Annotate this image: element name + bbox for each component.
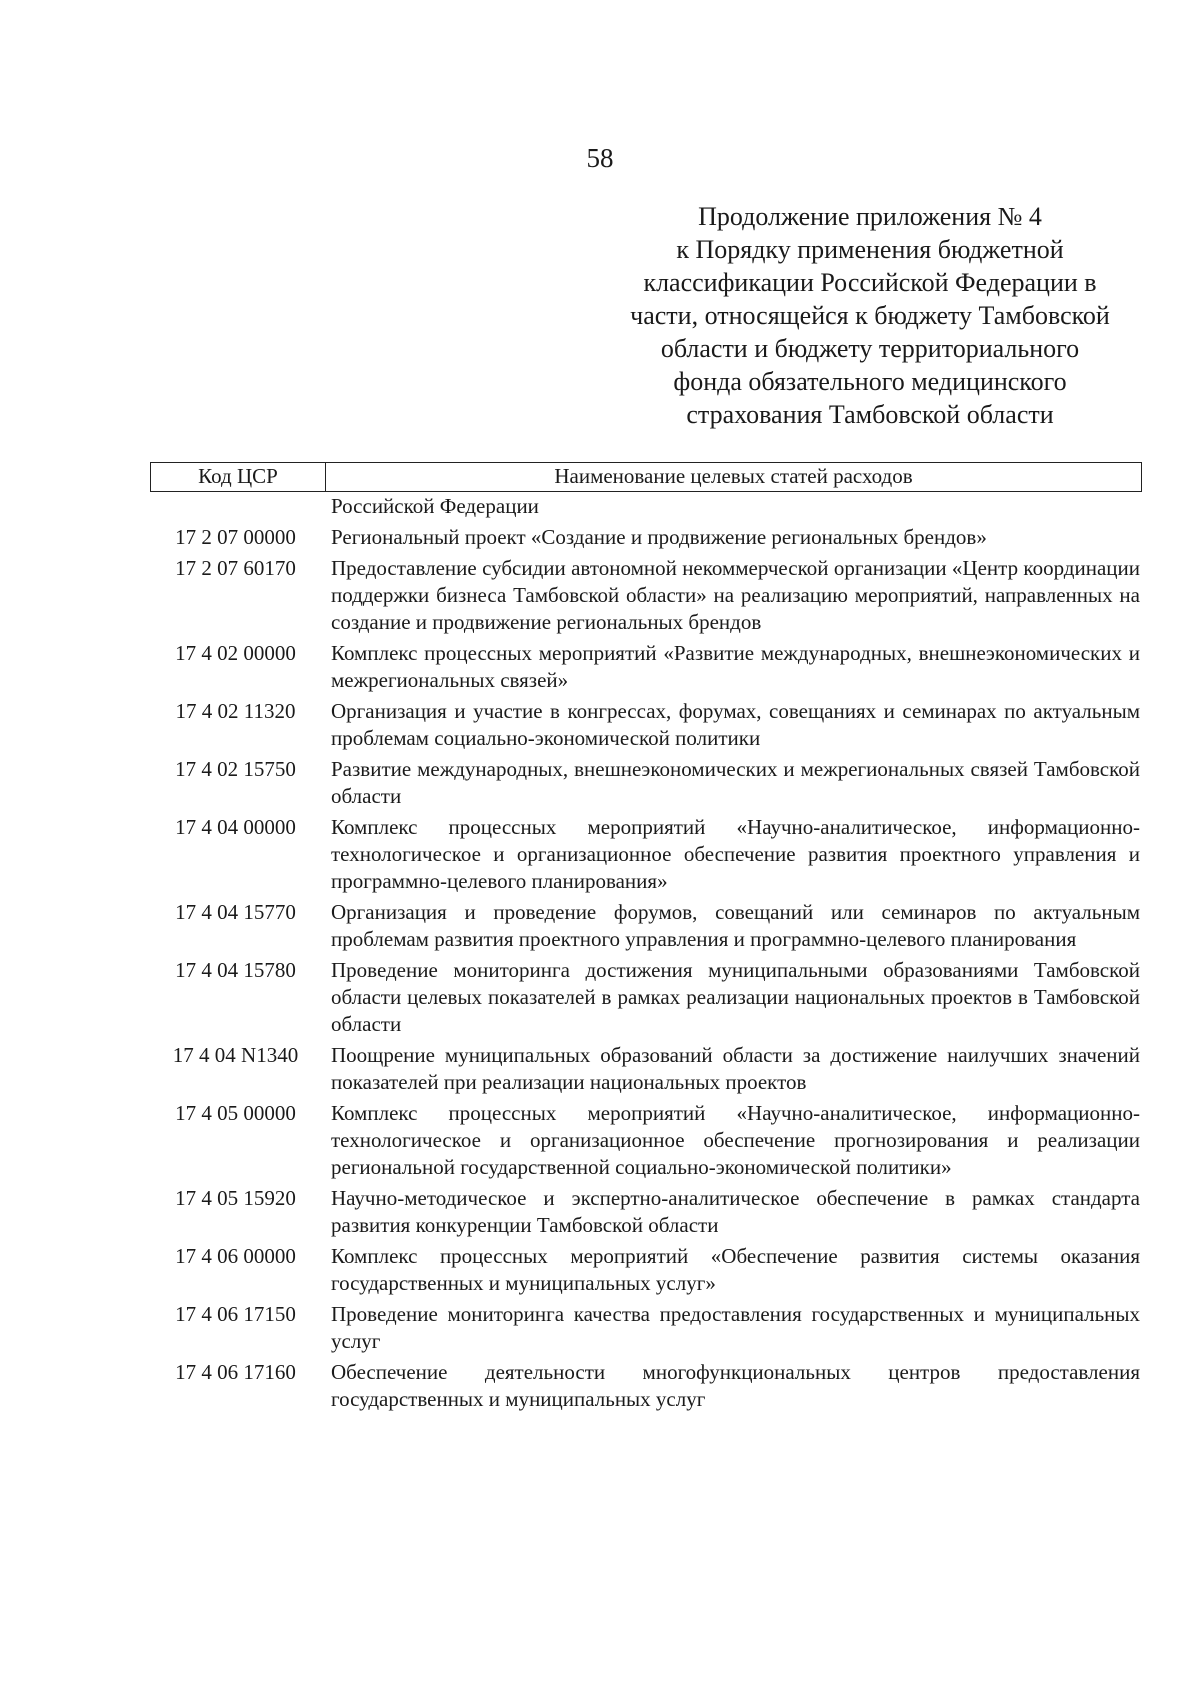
- row-name: Российской Федерации: [331, 494, 539, 518]
- row-name: Комплекс процессных мероприятий «Развитие международных, внешнеэкономических и межрегиональных связей»: [331, 641, 1140, 692]
- row-code: 17 4 02 00000: [175, 641, 296, 665]
- table-row: [150, 555, 1142, 636]
- header-line: страхования Тамбовской области: [686, 400, 1054, 429]
- row-name: Комплекс процессных мероприятий «Научно-аналитическое, информационно-технологическое и организационное обеспечение развития проектного управления и программно-целевого планирования»: [331, 815, 1140, 893]
- row-code: 17 4 04 15780: [175, 958, 296, 982]
- row-code: 17 2 07 00000: [175, 525, 296, 549]
- table-row: [150, 524, 1142, 551]
- table-row: [150, 1301, 1142, 1355]
- row-name: Организация и проведение форумов, совещаний или семинаров по актуальным проблемам развития проектного управления и программно-целевого планирования: [331, 900, 1140, 951]
- header-line: к Порядку применения бюджетной: [676, 235, 1064, 264]
- row-name: Проведение мониторинга достижения муниципальными образованиями Тамбовской области целевых показателей в рамках реализации национальных проектов в Тамбовской области: [331, 958, 1140, 1036]
- row-name: Развитие международных, внешнеэкономических и межрегиональных связей Тамбовской области: [331, 757, 1140, 808]
- row-name: Региональный проект «Создание и продвижение региональных брендов»: [331, 525, 987, 549]
- expense-table: [150, 462, 1142, 1417]
- row-code: 17 4 04 15770: [175, 900, 296, 924]
- column-header-code: Код ЦСР: [151, 463, 326, 491]
- row-name: Комплекс процессных мероприятий «Обеспечение развития системы оказания государственных и муниципальных услуг»: [331, 1244, 1140, 1295]
- table-body: [150, 493, 1142, 1413]
- row-name: Комплекс процессных мероприятий «Научно-аналитическое, информационно-технологическое и организационное обеспечение прогнозирования и реализации региональной государственной социально-экономической политики»: [331, 1101, 1140, 1179]
- row-code: [150, 493, 325, 520]
- row-code: 17 4 06 17160: [175, 1360, 296, 1384]
- row-name: Поощрение муниципальных образований области за достижение наилучших значений показателей при реализации национальных проектов: [331, 1043, 1140, 1094]
- page-number: 58: [586, 143, 614, 173]
- column-header-name: Наименование целевых статей расходов: [554, 464, 913, 488]
- row-name: Организация и участие в конгрессах, форумах, совещаниях и семинарах по актуальным проблемам социально-экономической политики: [331, 699, 1140, 750]
- table-row: [150, 1042, 1142, 1096]
- row-code: 17 4 05 00000: [175, 1101, 296, 1125]
- row-code: 17 4 02 15750: [175, 757, 296, 781]
- row-name: Обеспечение деятельности многофункциональных центров предоставления государственных и муниципальных услуг: [331, 1360, 1140, 1411]
- table-row: [150, 1185, 1142, 1239]
- table-row: [150, 1359, 1142, 1413]
- row-code: 17 2 07 60170: [175, 556, 296, 580]
- header-line: фонда обязательного медицинского: [673, 367, 1067, 396]
- table-row: [150, 814, 1142, 895]
- table-row: [150, 493, 1142, 520]
- table-header: [150, 462, 1142, 492]
- row-code: 17 4 04 N1340: [172, 1043, 299, 1067]
- row-code: 17 4 04 00000: [175, 815, 296, 839]
- row-code: 17 4 02 11320: [175, 699, 296, 723]
- row-code: 17 4 06 00000: [175, 1244, 296, 1268]
- appendix-header: [600, 200, 1140, 431]
- header-line: классификации Российской Федерации в: [643, 268, 1097, 297]
- table-row: [150, 756, 1142, 810]
- header-line: части, относящейся к бюджету Тамбовской: [630, 301, 1110, 330]
- header-line: области и бюджету территориального: [660, 334, 1080, 363]
- table-row: [150, 899, 1142, 953]
- table-row: [150, 640, 1142, 694]
- row-name: Проведение мониторинга качества предоставления государственных и муниципальных услуг: [331, 1302, 1140, 1353]
- table-row: [150, 1100, 1142, 1181]
- row-code: 17 4 06 17150: [175, 1302, 296, 1326]
- row-name: Предоставление субсидии автономной некоммерческой организации «Центр координации поддержки бизнеса Тамбовской области» на реализацию мероприятий, направленных на создание и продвижение региональных брендов: [331, 556, 1140, 634]
- row-code: 17 4 05 15920: [175, 1186, 296, 1210]
- row-name: Научно-методическое и экспертно-аналитическое обеспечение в рамках стандарта развития конкуренции Тамбовской области: [331, 1186, 1140, 1237]
- table-row: [150, 1243, 1142, 1297]
- header-line: Продолжение приложения № 4: [698, 202, 1042, 231]
- table-row: [150, 698, 1142, 752]
- table-row: [150, 957, 1142, 1038]
